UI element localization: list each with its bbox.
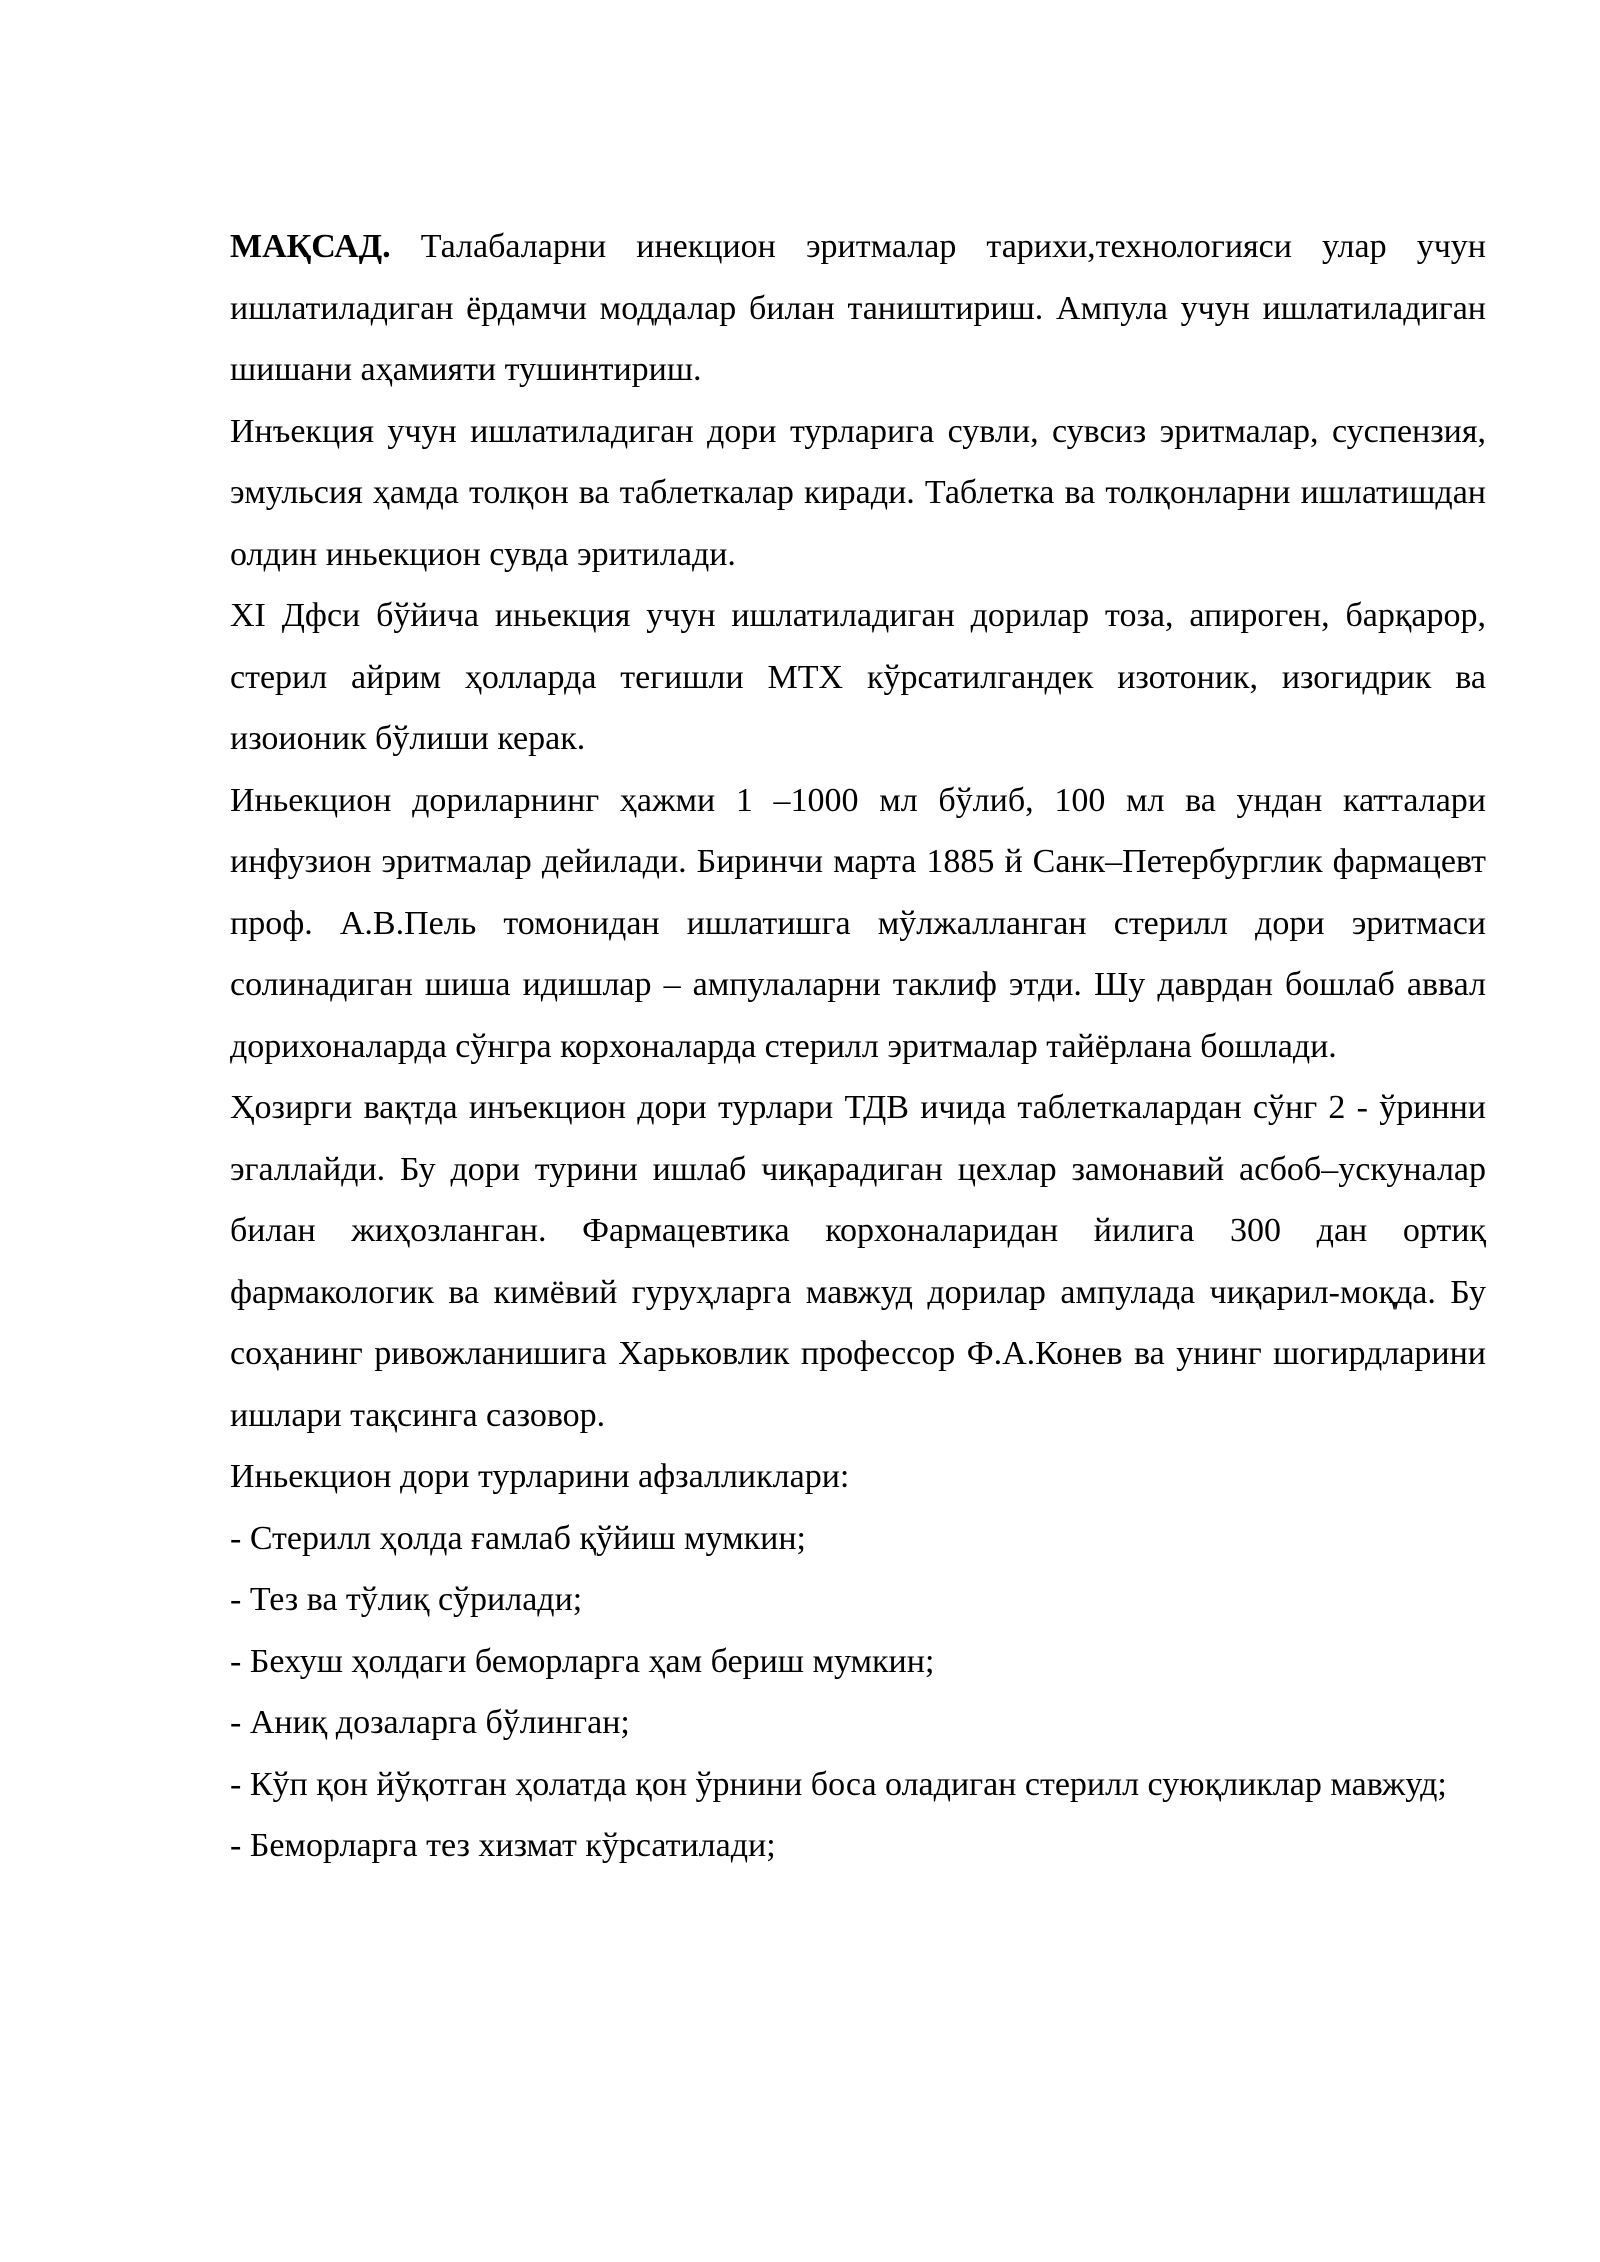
list-item: - Аниқ дозаларга бўлинган; <box>230 1704 630 1741</box>
goal-text: Талабаларни инекцион эритмалар тарихи,технологияси улар учун ишлатиладиган ёрдамчи моддалар билан таништириш. Ампула учун ишлатиладиган шишани аҳамияти тушинтириш. <box>230 228 1486 388</box>
list-item: - Бехуш ҳолдаги беморларга ҳам бериш мумкин; <box>230 1642 935 1680</box>
advantages-heading: Иньекцион дори турларини афзалликлари: <box>230 1458 850 1495</box>
paragraph-requirements: XI Дфси бўйича иньекция учун ишлатиладиган дорилар тоза, апироген, барқарор, стерил айрим ҳолларда тегишли МТХ кўрсатилгандек изотоник, изогидрик ва изоионик бўлиши керак. <box>230 597 1486 757</box>
document-page <box>230 216 1486 1877</box>
goal-paragraph <box>230 216 1486 401</box>
goal-heading: МАҚСАД. <box>230 228 391 265</box>
paragraph-current-state: Ҳозирги вақтда инъекцион дори турлари ТДВ ичида таблеткалардан сўнг 2 - ўринни эгаллайди. Бу дори турини ишлаб чиқарадиган цехлар замонавий асбоб–ускуналар билан жиҳозланган. Фармацевтика корхоналаридан йилига 300 дан ортиқ фармакологик ва кимёвий гуруҳларга мавжуд дорилар ампулада чиқарил-моқда. Бу соҳанинг ривожланишига Харьковлик профессор Ф.А.Конев ва унинг шогирдларини ишлари тақсинга сазовор. <box>230 1089 1486 1434</box>
paragraph-history: Иньекцион дориларнинг ҳажми 1 –1000 мл бўлиб, 100 мл ва ундан катталари инфузион эритмалар дейилади. Биринчи марта 1885 й Санк–Петербурглик фармацевт проф. А.В.Пель томонидан ишлатишга мўлжалланган стерилл дори эритмаси солинадиган шиша идишлар – ампулаларни таклиф этди. Шу даврдан бошлаб аввал дорихоналарда сўнгра корхоналарда стерилл эритмалар тайёрлана бошлади. <box>230 781 1486 1065</box>
list-item: - Стерилл ҳолда ғамлаб қўйиш мумкин; <box>230 1519 806 1557</box>
list-item: - Тез ва тўлиқ сўрилади; <box>230 1581 583 1618</box>
advantages-list <box>230 1508 1486 1877</box>
list-item: - Кўп қон йўқотган ҳолатда қон ўрнини боса оладиган стерилл суюқликлар мавжуд; <box>230 1765 1447 1803</box>
paragraph-injection-types: Инъекция учун ишлатиладиган дори турларига сувли, сувсиз эритмалар, суспензия, эмульсия ҳамда толқон ва таблеткалар киради. Таблетка ва толқонларни ишлатишдан олдин иньекцион сувда эритилади. <box>230 412 1486 573</box>
list-item: - Беморларга тез хизмат кўрсатилади; <box>230 1827 776 1864</box>
